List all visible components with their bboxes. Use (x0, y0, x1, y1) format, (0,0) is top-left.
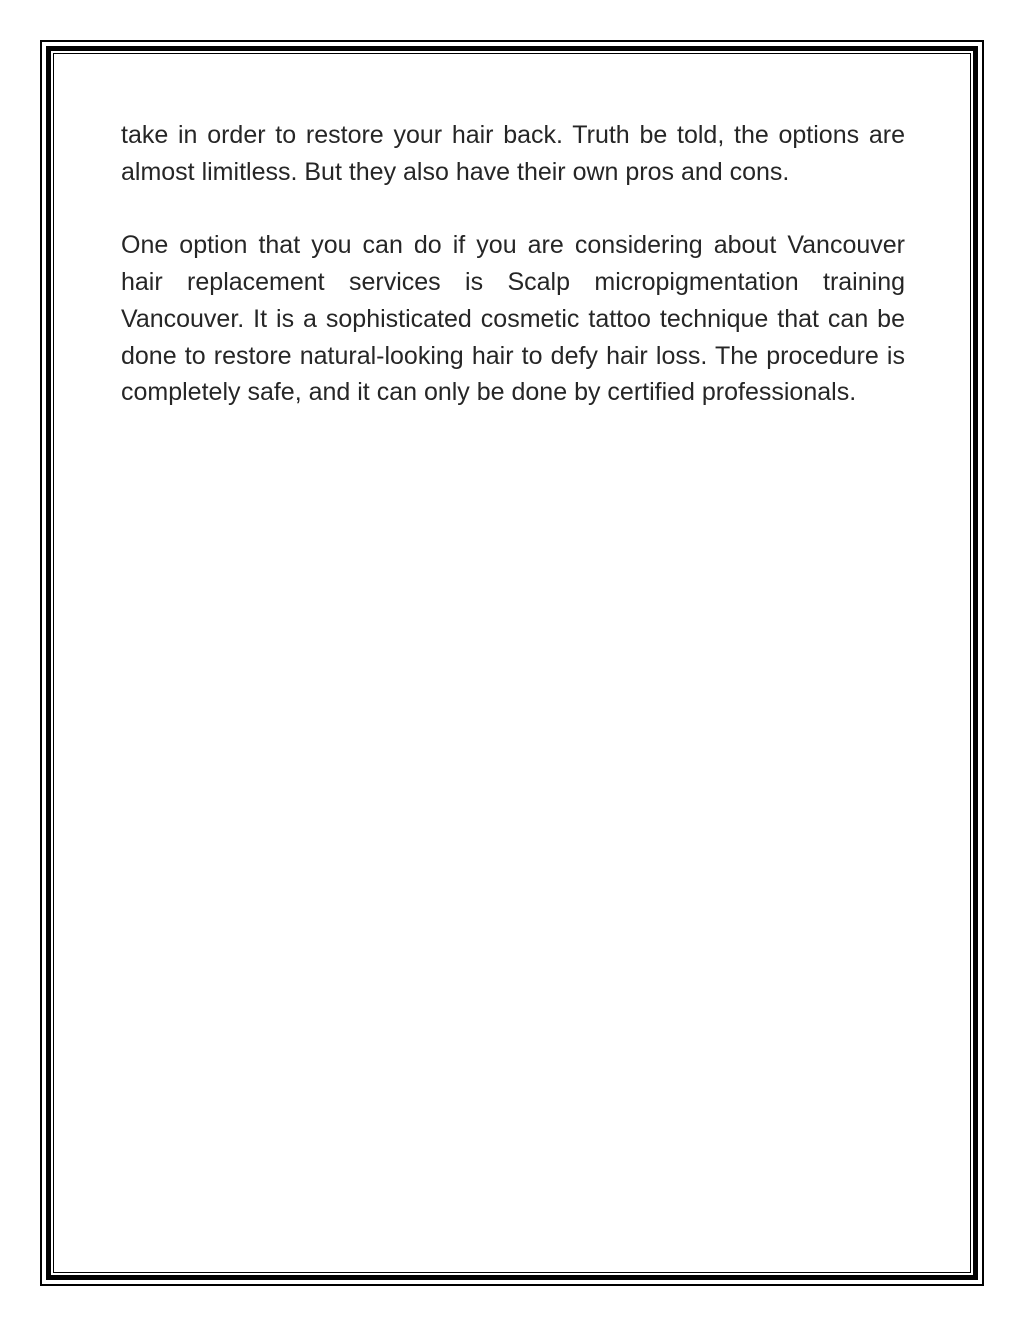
paragraph-1: take in order to restore your hair back. Truth be told, the options are almost limitless. But they also have their own pros and cons. (121, 121, 905, 186)
document-body (121, 117, 905, 448)
paragraph-2: One option that you can do if you are considering about Vancouver hair replacement services is Scalp micropigmentation training Vancouver. It is a sophisticated cosmetic tattoo technique that can be done to restore natural-looking hair to defy hair loss. The procedure is completely safe, and it can only be done by certified professionals. (121, 231, 905, 407)
